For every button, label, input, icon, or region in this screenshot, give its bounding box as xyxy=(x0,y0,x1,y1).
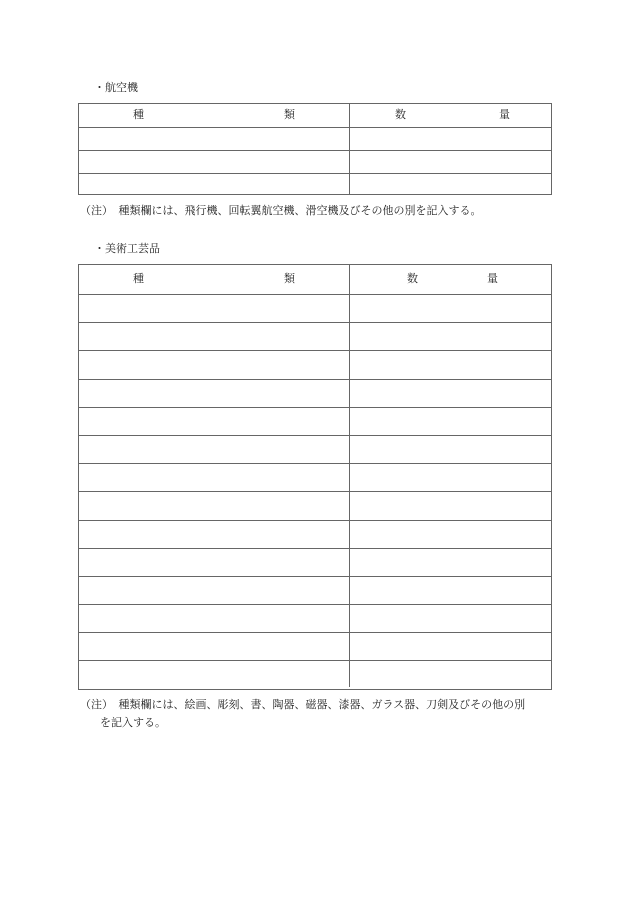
table-row xyxy=(79,435,551,463)
table-row xyxy=(79,294,551,322)
art-crafts-table xyxy=(78,264,552,690)
qty-cell[interactable] xyxy=(350,128,551,150)
aircraft-table xyxy=(78,103,552,195)
qty-cell[interactable] xyxy=(350,436,551,463)
kind-cell[interactable] xyxy=(79,380,350,407)
table-row xyxy=(79,491,551,519)
qty-cell[interactable] xyxy=(350,605,551,632)
table-row xyxy=(79,520,551,548)
table-row xyxy=(79,407,551,435)
kind-cell[interactable] xyxy=(79,521,350,548)
kind-cell[interactable] xyxy=(79,295,350,322)
table-row xyxy=(79,127,551,150)
kind-cell[interactable] xyxy=(79,351,350,378)
qty-cell[interactable] xyxy=(350,633,551,660)
kind-cell[interactable] xyxy=(79,492,350,519)
qty-cell[interactable] xyxy=(350,464,551,491)
table-row xyxy=(79,632,551,660)
qty-cell[interactable] xyxy=(350,549,551,576)
aircraft-note: （注） 種類欄には、飛行機、回転翼航空機、滑空機及びその他の別を記入する。 xyxy=(80,204,482,217)
kind-header xyxy=(79,104,350,127)
table-row xyxy=(79,604,551,632)
art-crafts-note-line-2: を記入する。 xyxy=(100,716,166,729)
table-row xyxy=(79,322,551,350)
aircraft-heading: ・航空機 xyxy=(94,81,138,94)
kind-cell[interactable] xyxy=(79,151,350,173)
qty-header xyxy=(350,104,551,127)
art-crafts-heading: ・美術工芸品 xyxy=(94,242,160,255)
qty-cell[interactable] xyxy=(350,492,551,519)
qty-cell[interactable] xyxy=(350,151,551,173)
qty-cell[interactable] xyxy=(350,521,551,548)
kind-header-char-1: 種 xyxy=(133,108,144,121)
kind-cell[interactable] xyxy=(79,661,350,687)
table-row xyxy=(79,660,551,687)
kind-cell[interactable] xyxy=(79,633,350,660)
kind-header-char-2: 類 xyxy=(284,272,295,285)
qty-header xyxy=(350,265,551,294)
qty-header-char-1: 数 xyxy=(407,272,418,285)
table-row xyxy=(79,173,551,195)
table-row xyxy=(79,150,551,173)
kind-header-char-2: 類 xyxy=(284,108,295,121)
kind-header-char-1: 種 xyxy=(133,272,144,285)
qty-header-char-2: 量 xyxy=(499,108,510,121)
qty-header-char-2: 量 xyxy=(487,272,498,285)
kind-cell[interactable] xyxy=(79,464,350,491)
table-row xyxy=(79,548,551,576)
qty-header-char-1: 数 xyxy=(395,108,406,121)
kind-header xyxy=(79,265,350,294)
table-header-row xyxy=(79,104,551,127)
table-header-row xyxy=(79,265,551,294)
art-crafts-note-line-1: （注） 種類欄には、絵画、彫刻、書、陶器、磁器、漆器、ガラス器、刀剣及びその他の別 xyxy=(80,698,526,711)
qty-cell[interactable] xyxy=(350,351,551,378)
qty-cell[interactable] xyxy=(350,174,551,195)
table-row xyxy=(79,463,551,491)
kind-cell[interactable] xyxy=(79,436,350,463)
kind-cell[interactable] xyxy=(79,605,350,632)
qty-cell[interactable] xyxy=(350,577,551,604)
table-row xyxy=(79,576,551,604)
kind-cell[interactable] xyxy=(79,408,350,435)
table-row xyxy=(79,379,551,407)
kind-cell[interactable] xyxy=(79,577,350,604)
table-row xyxy=(79,350,551,378)
qty-cell[interactable] xyxy=(350,295,551,322)
kind-cell[interactable] xyxy=(79,549,350,576)
kind-cell[interactable] xyxy=(79,174,350,195)
kind-cell[interactable] xyxy=(79,323,350,350)
qty-cell[interactable] xyxy=(350,408,551,435)
kind-cell[interactable] xyxy=(79,128,350,150)
qty-cell[interactable] xyxy=(350,323,551,350)
qty-cell[interactable] xyxy=(350,661,551,687)
qty-cell[interactable] xyxy=(350,380,551,407)
